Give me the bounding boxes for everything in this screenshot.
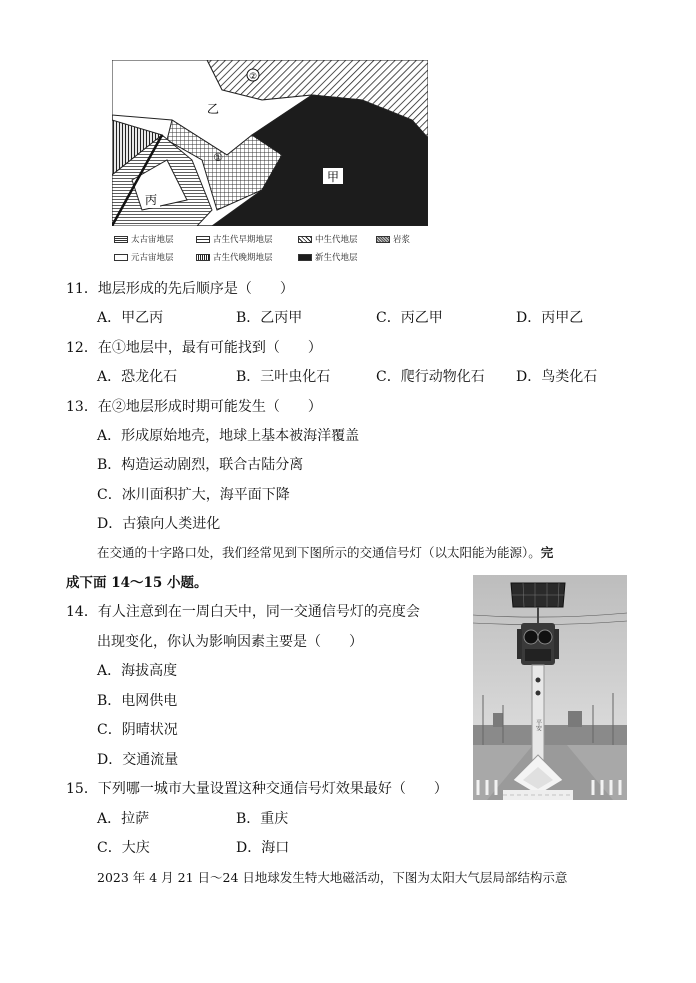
option-d: D．海口 (236, 840, 290, 856)
legend-swatch (196, 236, 210, 243)
label-one: ① (213, 151, 223, 164)
option-d: D．鸟类化石 (516, 369, 598, 385)
option-b: B．构造运动剧烈，联合古陆分离 (97, 457, 304, 473)
legend-item (196, 251, 273, 263)
option-a: A．甲乙丙 (97, 310, 164, 326)
option-a: A．形成原始地壳，地球上基本被海洋覆盖 (97, 428, 360, 444)
legend-item (298, 233, 358, 245)
question-14 (66, 603, 420, 621)
option-c: C．丙乙甲 (376, 310, 443, 326)
legend-label: 古生代晚期地层 (213, 253, 273, 263)
legend-swatch (376, 236, 390, 243)
pole-text: 平安 (534, 719, 542, 731)
passage-intro (97, 544, 553, 562)
question-number: 12． (66, 340, 98, 356)
passage-bold: 完 (540, 545, 554, 560)
geology-strata-map (112, 60, 428, 226)
option-d: D．丙甲乙 (516, 310, 584, 326)
option-a: A．恐龙化石 (97, 369, 178, 385)
legend-label: 元古宙地层 (131, 253, 174, 263)
legend-swatch (298, 236, 312, 243)
legend-label: 中生代地层 (315, 235, 358, 245)
question-stem: 下列哪一城市大量设置这种交通信号灯效果最好（ ） (97, 781, 448, 797)
legend-item (196, 233, 273, 245)
option-d: D．交通流量 (97, 752, 179, 768)
question-12 (66, 339, 322, 357)
label-two: ② (248, 72, 258, 82)
option-c: C．阴晴状况 (97, 722, 178, 738)
question-15 (66, 780, 448, 798)
legend-swatch (114, 254, 128, 261)
legend-swatch (196, 254, 210, 261)
option-b: B．电网供电 (97, 693, 178, 709)
option-b: B．乙丙甲 (236, 310, 303, 326)
legend-item (298, 251, 358, 263)
traffic-signal-photo (473, 575, 627, 800)
passage-geomagnetic: 2023 年 4 月 21 日～24 日地球发生特大地磁活动，下图为太阳大气层局部结构示意 (97, 870, 568, 885)
option-a: A．拉萨 (97, 811, 150, 827)
legend-label: 太古宙地层 (131, 235, 174, 245)
label-jia: 甲 (326, 170, 340, 184)
question-number: 14． (66, 604, 98, 620)
question-number: 11． (66, 281, 98, 297)
question-stem: 在②地层形成时期可能发生（ ） (97, 399, 322, 415)
question-14-line2: 出现变化，你认为影响因素主要是（ ） (97, 634, 363, 650)
legend-swatch (114, 236, 128, 243)
question-number: 13． (66, 399, 98, 415)
question-stem: 在①地层中，最有可能找到（ ） (97, 340, 322, 356)
legend-label: 岩浆 (393, 235, 411, 245)
question-stem: 地层形成的先后顺序是（ ） (97, 281, 294, 297)
label-bing: 丙 (144, 193, 158, 207)
option-b: B．三叶虫化石 (236, 369, 331, 385)
question-number: 15． (66, 781, 98, 797)
label-yi: 乙 (206, 102, 220, 116)
option-c: C．爬行动物化石 (376, 369, 485, 385)
option-a: A．海拔高度 (97, 663, 178, 679)
legend-item (114, 251, 174, 263)
legend-item (114, 233, 174, 245)
question-13 (66, 398, 322, 416)
legend-item (376, 233, 410, 245)
option-d: D．古猿向人类进化 (97, 516, 221, 532)
passage-intro-line2: 成下面 14～15 小题。 (66, 575, 208, 591)
passage-text: 在交通的十字路口处，我们经常见到下图所示的交通信号灯（以太阳能为能源）。 (97, 545, 541, 560)
legend-label: 新生代地层 (315, 253, 358, 263)
question-11 (66, 280, 294, 298)
option-c: C．大庆 (97, 840, 150, 856)
option-b: B．重庆 (236, 811, 289, 827)
question-stem: 有人注意到在一周白天中，同一交通信号灯的亮度会 (97, 604, 420, 620)
legend-swatch (298, 254, 312, 261)
option-c: C．冰川面积扩大，海平面下降 (97, 487, 290, 503)
legend-label: 古生代早期地层 (213, 235, 273, 245)
